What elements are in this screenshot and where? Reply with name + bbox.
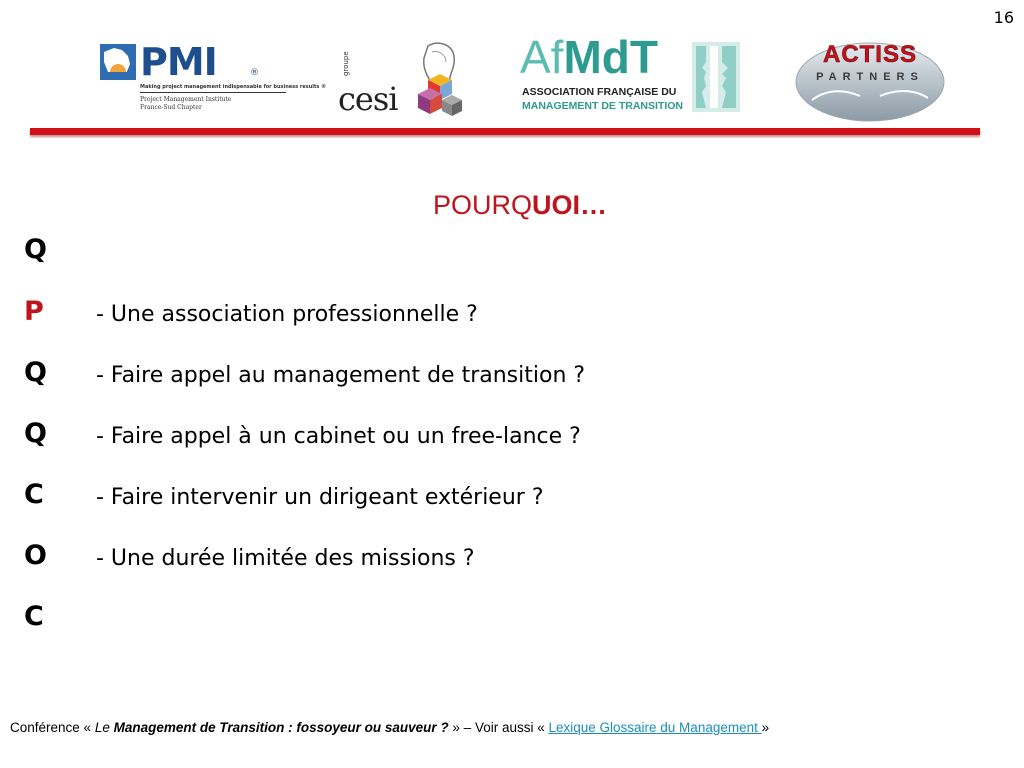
acrostic-row xyxy=(0,479,1024,519)
svg-text:ACTISS: ACTISS xyxy=(822,41,918,68)
slide-footer xyxy=(10,720,769,735)
acrostic-row xyxy=(0,540,1024,580)
pmi-subtitle-line1: Project Management Institute xyxy=(140,96,232,103)
acrostic-text: - Une durée limitée des missions ? xyxy=(96,546,475,571)
acrostic-letter: Q xyxy=(24,234,47,265)
acrostic-text: - Faire intervenir un dirigeant extérieur ? xyxy=(96,485,544,510)
acrostic-text: - Une association professionnelle ? xyxy=(96,302,478,327)
slide-heading xyxy=(0,190,1024,221)
actiss-emblem-icon xyxy=(794,40,946,122)
afmdt-wordmark xyxy=(520,30,658,84)
cesi-groupe-label: groupe xyxy=(342,51,350,76)
svg-text:PARTNERS: PARTNERS xyxy=(816,71,924,83)
acrostic-row xyxy=(0,418,1024,458)
pmi-wordmark: PMI xyxy=(140,40,217,84)
cesi-wordmark: cesi xyxy=(338,80,398,118)
slide-heading-part2: UOI… xyxy=(532,190,608,220)
afmdt-mdt: MdT xyxy=(563,31,658,83)
glossary-link[interactable]: Lexique Glossaire du Management xyxy=(548,720,762,735)
slide-heading-part1: POURQ xyxy=(432,190,532,220)
acrostic-letter: C xyxy=(24,601,44,632)
footer-le: Le xyxy=(94,720,110,735)
pmi-divider xyxy=(140,92,286,93)
acrostic-letter: Q xyxy=(24,357,47,388)
partner-logos xyxy=(0,31,1024,126)
footer-suffix: » xyxy=(761,720,770,735)
pmi-france-icon xyxy=(100,44,136,80)
acrostic-letter: Q xyxy=(24,418,47,449)
footer-prefix: Conférence « xyxy=(10,720,95,735)
afmdt-line2: MANAGEMENT DE TRANSITION xyxy=(522,100,683,112)
afmdt-line1: ASSOCIATION FRANÇAISE DU xyxy=(522,86,677,98)
footer-middle: » – Voir aussi « xyxy=(448,720,549,735)
afmdt-logo xyxy=(520,31,740,118)
acrostic-row xyxy=(0,601,1024,641)
acrostic-letter: P xyxy=(24,296,44,327)
pmi-tagline: Making project management indispensable for business results ® xyxy=(140,84,327,90)
cesi-emblem-icon xyxy=(408,40,464,120)
footer-title: Management de Transition : fossoyeur ou sauveur ? xyxy=(109,720,449,735)
acrostic-letter: O xyxy=(24,540,47,571)
acrostic-text: - Faire appel au management de transition ? xyxy=(96,363,586,388)
acrostic-text: - Faire appel à un cabinet ou un free-lance ? xyxy=(96,424,581,449)
cesi-logo xyxy=(336,40,466,120)
pmi-registered: ® xyxy=(250,68,259,78)
acrostic-row xyxy=(0,234,1024,274)
pmi-logo xyxy=(100,40,327,114)
pmi-subtitle-line2: France-Sud Chapter xyxy=(140,104,202,111)
header-divider xyxy=(30,128,980,135)
pmi-subtitle xyxy=(140,96,231,112)
afmdt-af: Af xyxy=(520,31,564,83)
actiss-logo xyxy=(794,40,946,122)
afmdt-faces-icon xyxy=(692,42,740,112)
acrostic-letter: C xyxy=(24,479,44,510)
page-number: 16 xyxy=(993,8,1014,27)
acrostic-row xyxy=(0,357,1024,397)
acrostic-row xyxy=(0,296,1024,336)
